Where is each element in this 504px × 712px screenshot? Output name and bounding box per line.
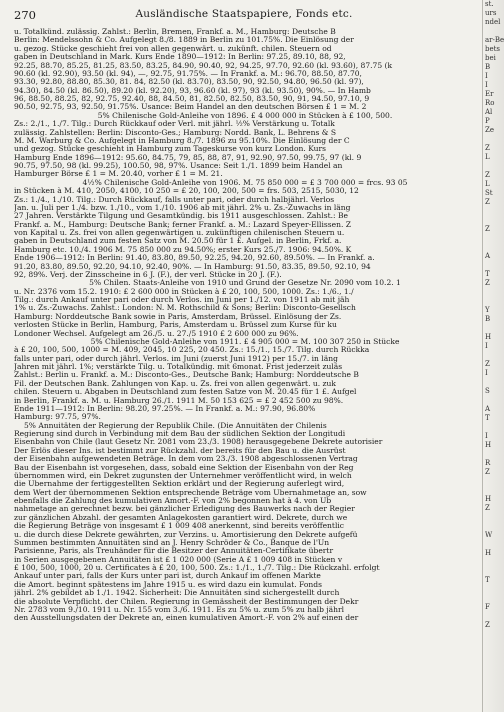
text-line: 5% Chilen. Staats-Anleihe von 1910 und Grund der Gesetze Nr. 2090 vom 10.2. 1 [89, 279, 401, 288]
edge-text-fragment [483, 261, 504, 270]
edge-text-fragment [483, 351, 504, 360]
edge-text-fragment: Z [485, 621, 490, 629]
text-line: 94.30), 84.50 (kl. 86.50), 89.20 (kl. 92.20), 93, 96.60 (kl. 97), 93 (kl. 93.50), 90%. — In Hamb [14, 86, 371, 95]
text-line: Summen bestimmten Annuitäten sind an J. Henry Schröder & Co., Banque de l'Un [14, 538, 330, 547]
text-line: zulässig. Zahlstellen: Berlin: Disconto-Ges.; Hamburg: Nordd. Bank, L. Behrens & S [14, 128, 337, 137]
text-line: 93.30, 92.80, 88.80, 85.30, 81. 84, 82.50 (kl. 83.70), 83.50, 90, 92.50, 94.80, 96.50 (kl. 97), [14, 78, 364, 87]
text-line: Hamburg etc. 10./4. 1906 M. 75 850 000 zu 94.50%; erster Kurs 25./7. 1906: 94.50%. K [14, 245, 352, 254]
edge-text-fragment [483, 378, 504, 387]
text-line: 90.60 (kl. 92.90), 93.50 (kl. 94), —, 92.75, 91.75%. — In Frankf. a. M.: 96.70, 88.50, 87.70, [14, 69, 362, 78]
edge-text-fragment: Z [485, 225, 490, 233]
edge-text-fragment [483, 522, 504, 531]
text-line: Bau der Eisenbahn ist vorgesehen, dass, sobald eine Sektion der Eisenbahn von der Reg [14, 463, 354, 472]
edge-text-fragment: I [485, 81, 488, 89]
text-line: Zs.: 2./1., 1./7. Tilg.: Durch Rückkauf oder Verl. mit jährl. ½% Verstärkung u. Totalk [14, 120, 335, 129]
edge-text-fragment: Al [485, 108, 493, 116]
text-line: Londoner Wechsel. Aufgelegt am 26./5. u. 27./5 1910 £ 2 600 000 zu 96%. [14, 329, 299, 338]
edge-text-fragment: St [485, 189, 493, 197]
text-line: der Eisenbahn aufgewendeten Beträge. In dem vom 23./3. 1908 abgeschlossenen Vertrag [14, 455, 358, 464]
text-line: ebenfalls die Zahlung des kumulativen Amort.-F. von 2% begonnen hat à 4. von Üb [14, 497, 332, 505]
text-line: Der Erlös dieser Ins. ist bestimmt zur Rückzahl. der bereits für den Bau u. die Ausrüst [14, 446, 346, 455]
edge-text-fragment: st. [485, 0, 494, 8]
edge-text-fragment: ndel [485, 18, 501, 26]
edge-text-fragment [483, 450, 504, 459]
text-line: den Ausstellungsdaten der Dekrete an, einen kumulativen Amort.-F. von 2% auf einen der [14, 614, 359, 623]
edge-text-fragment: I [485, 342, 488, 350]
text-line: Hamburg Ende 1896—1912: 95.60, 84.75, 79, 85, 88, 87, 91, 92.90, 97.50, 99.75, 97 (kl. 9 [14, 153, 362, 162]
edge-text-fragment [483, 612, 504, 621]
edge-text-fragment: L [485, 180, 490, 188]
edge-text-fragment [483, 396, 504, 405]
edge-text-fragment: Z [485, 504, 490, 512]
text-line: Hamburg: Norddeutsche Bank sowie in Paris, Amsterdam, Brüssel. Einlösung der Zs. [14, 312, 342, 321]
text-line: die absolute Verpflicht. der Chilen. Regierung in Gemässheit der Bestimmungen der Dekr [14, 597, 359, 606]
text-line: Regierung sind durch in Verbindung mit dem Bau der südlichen Sektion der Longitudi [14, 430, 346, 438]
edge-text-fragment: bets [485, 45, 501, 53]
text-line: Ende 1911—1912: In Berlin: 98.20, 97.25%. — In Frankf. a. M.: 97.90, 96.80% [14, 404, 316, 413]
adjacent-page-edge [482, 0, 504, 712]
text-line: Jahren mit jährl. 1%; verstärkte Tilg. u. Totalkündig. mit 6monat. Frist jederzeit zuläs [14, 363, 343, 371]
text-line: u. die durch diese Dekrete gewährten, zur Verzins. u. Amortisierung den Dekrete aufgefü [14, 530, 358, 539]
text-line: 90.75, 97.50, 98 (kl. 99.25), 100.50, 98, 97%. Usance: Seit 1./1. 1899 beim Handel an [14, 162, 343, 170]
text-line: 92, 89%. Verj. der Zinsscheine in 6 J. (F.), der verl. Stücke in 20 J. (F.). [14, 270, 282, 279]
text-line: u. Totalkünd. zulässig. Zahlst.: Berlin, Bremen, Frankf. a. M., Hamburg: Deutsche B [14, 28, 336, 36]
edge-text-fragment: F [485, 603, 490, 611]
text-line: 92.25, 88.70, 85.25, 81.25, 83.50, 83.25, 84.90, 90.40, 92, 94.25, 97.70, 92.60 (kl. 93.60), 87.75 (k [14, 61, 393, 70]
text-line: £ 100, 500, 1000, 20 u. Certificates à £ 20, 100, 500. Zs.: 1./1., 1./7. Tilg.: Die Rückzahl. erfolgt [14, 564, 380, 572]
page-body-text [14, 28, 476, 623]
text-line: 90.50, 92.75, 93, 92.50, 91.75%. Usance: Beim Handel an den deutschen Börsen £ 1 = M. 2 [14, 103, 367, 112]
text-line: Frankf. a. M., Hamburg: Deutsche Bank; ferner Frankf. a. M.: Lazard Speyer-Ellissen. Z [14, 220, 351, 229]
text-line: verlosten Stücke in Berlin, Hamburg, Paris, Amsterdam u. Brüssel zum Kurse für ku [14, 321, 337, 330]
text-line: die Amort. beginnt spätestens im Jahre 1915 u. es wird dazu ein kumulat. Fonds [14, 580, 322, 589]
edge-text-fragment: Z [485, 171, 490, 179]
text-line: in Serien ausgegebenen Annuitäten ist £ 1 020 000 (Serie A £ 1 009 408 in Stücken v [14, 555, 343, 564]
edge-text-fragment: Y [485, 306, 490, 314]
text-line: Jan. u. Juli per 1./4. bzw. 1./10., vom 1./10. 1906 ab mit jährl. 2% u. Zs.-Zuwachs in läng [14, 203, 351, 212]
text-line: Nr. 2783 vom 9./10. 1911 u. Nr. 155 vom 3./6. 1911. Es zu 5% u. zum 5% zu halb jährl [14, 605, 345, 614]
edge-text-fragment: I [485, 72, 488, 80]
edge-text-fragment: Er [485, 90, 494, 98]
edge-text-fragment [483, 513, 504, 522]
text-line: falls unter pari, oder durch jährl. Verlos. im Juni (zuerst Juni 1912) per 15./7. in läng [14, 354, 338, 363]
edge-text-fragment [483, 324, 504, 333]
edge-text-fragment [483, 594, 504, 603]
edge-text-fragment: T [485, 414, 490, 422]
edge-text-fragment [483, 288, 504, 297]
edge-text-fragment [483, 234, 504, 243]
text-line: die Regierung Beträge von insgesamt £ 1 009 408 anerkennt, sind bereits veröffentlic [14, 522, 345, 531]
edge-text-fragment [483, 297, 504, 306]
edge-text-fragment [483, 243, 504, 252]
edge-text-fragment [483, 27, 504, 36]
edge-text-fragment: H [485, 549, 492, 557]
text-line: gaben in Deutschland zum festen Satz von M. 20.50 für 1 £. Aufgel. in Berlin, Frkf. a. [14, 237, 342, 246]
edge-text-fragment: H [485, 495, 492, 503]
edge-text-fragment: L [485, 153, 490, 161]
text-line: à £ 20, 100, 500, 1000 = M. 409, 2045, 10 225, 20 450. Zs.: 15./1., 15./7. Tilg. durch Rückka [14, 346, 370, 355]
page-number: 270 [14, 8, 36, 22]
text-line: 27 Jahren. Verstärkte Tilgung und Gesamtkündig. bis 1911 ausgeschlossen. Zahlst.: Be [14, 212, 348, 221]
text-line: Zahlst.: Berlin u. Frankf. a. M.: Disconto-Ges., Deutsche Bank; Hamburg: Norddeutsche B [14, 371, 359, 380]
edge-text-fragment: Z [485, 144, 490, 152]
edge-text-fragment: Z [485, 360, 490, 368]
text-line: 91.20, 83.80, 89.50, 92.20, 94.10, 92.40, 90%. — In Hamburg: 91.50, 83.35, 89.50, 92.10, 94 [14, 262, 371, 271]
text-line: Ende 1906—1912: In Berlin: 91.40, 83.80, 89.50, 92.25, 94.20, 92.60, 89.50%. — In Frankf. a. [14, 254, 375, 263]
text-line: die Übernahme der fertiggestellten Sektion erklärt und der Regierung auferlegt wird, [14, 480, 345, 489]
edge-text-fragment [483, 630, 504, 639]
edge-text-fragment: I [485, 369, 488, 377]
edge-text-fragment: A [485, 405, 491, 413]
text-line: u. gezog. Stücke geschieht frei von allen gegenwärt. u. zukünft. chilen. Steuern od [14, 44, 332, 53]
edge-text-fragment: I [485, 432, 488, 440]
running-title: Ausländische Staatspapiere, Fonds etc. [135, 8, 353, 20]
text-line: 96, 88.50, 88.25, 82, 92.75, 92.40, 88, 84.50, 81, 82.50, 82.50, 83.50, 90, 91, 94.50, 97.10, 9 [14, 95, 370, 103]
text-line: dem Wert der übernommenen Sektion entsprechende Beträge vom Übernahmetage an, sow [14, 488, 367, 497]
text-line: 1% u. Zs.-Zuwachs. Zahlst.: London: N. M. Rothschild & Sons; Berlin: Disconto-Gesellsch [14, 304, 356, 313]
text-line: in Stücken à M. 410, 2050, 4100, 10 250 = £ 20, 100, 200, 500 = frs. 503, 2515, 5030, 12 [14, 187, 359, 196]
text-line: Tilg.: durch Ankauf unter pari oder durch Verlos. im Juni per 1./12. von 1911 ab mit jäh [14, 296, 350, 304]
text-line: 4½% Chilenische Gold-Anleihe von 1906. M. 75 850 000 = £ 3 700 000 = frcs. 93 05 [82, 178, 408, 187]
edge-text-fragment [483, 216, 504, 225]
edge-text-fragment: A [485, 252, 491, 260]
text-line: von Kapital u. Zs. frei von allen gegenwärtigen u. zukünftigen chilenischen Steuern u. [14, 229, 345, 237]
edge-text-fragment: S [485, 387, 490, 395]
text-line: Hamburger Börse £ 1 = M. 20.40, vorher £ 1 = M. 21. [14, 170, 223, 179]
text-line: Ankauf unter pari, falls der Kurs unter pari ist, durch Ankauf im offenen Markte [14, 572, 321, 581]
text-line: nahmetage an gerechnet bezw. bei gänzlicher Erledigung des Bauwerks nach der Regier [14, 505, 355, 514]
text-line: 5% Annuitäten der Regierung der Republik Chile. (Die Annuitäten der Chilenis [24, 421, 327, 430]
text-line: jährl. 2% gebildet ab 1./1. 1942. Sicherheit: Die Annuitäten sind sichergestellt durch [14, 589, 340, 598]
text-line: übernommen wird, ein Dekret zugunsten der Unternehmer veröffentlicht wird, in welch [14, 471, 352, 480]
text-line: M. M. Warburg & Co. Aufgelegt in Hamburg 8./7. 1896 zu 95.10%. Die Einlösung der C [14, 136, 350, 145]
text-line: chilen. Steuern u. Abgaben in Deutschland zum festen Satze von M. 20.45 für 1 £. Aufgel [14, 388, 357, 397]
edge-text-fragment: Z [485, 198, 490, 206]
text-line: 5% Chilenische Gold-Anleihe von 1896. £ 4 000 000 in Stücken à £ 100, 500. [97, 111, 393, 120]
edge-text-fragment [483, 207, 504, 216]
edge-text-fragment: H [485, 441, 492, 449]
edge-text-fragment: ar-Be [485, 36, 504, 44]
edge-text-fragment: P [485, 117, 490, 125]
edge-text-fragment [483, 423, 504, 432]
edge-text-fragment: W [485, 531, 493, 539]
edge-text-fragment: B [485, 63, 491, 71]
text-line: 5% Chilenische Gold-Anleihe von 1911. £ 4 905 000 = M. 100 307 250 in Stücke [90, 337, 400, 346]
edge-text-fragment: T [485, 270, 490, 278]
text-line: Parisienne, Paris, als Treuhänder für die Besitzer der Annuitäten-Certifikate übertr [14, 547, 334, 556]
edge-text-fragment: Ro [485, 99, 495, 107]
edge-text-fragment [483, 567, 504, 576]
text-line: u. Nr. 2376 vom 15.2. 1910: £ 2 600 000 in Stücken à £ 20, 100, 500, 1000. Zs.: 1./6., 1./ [14, 287, 354, 296]
text-line: und gezog. Stücke geschieht in Hamburg zum Tageskurse von kurz London. Kurs [14, 145, 327, 154]
edge-text-fragment: Z [485, 468, 490, 476]
edge-text-fragment [483, 540, 504, 549]
text-line: Eisenbahn von Chile (laut Gesetz Nr. 2081 vom 23./3. 1908) herausgegebene Dekrete autorisier [14, 438, 383, 447]
edge-text-fragment: Ze [485, 126, 495, 134]
edge-text-fragment [483, 477, 504, 486]
text-line: Zs.: 1./4., 1./10. Tilg.: Durch Rückkauf, falls unter pari, oder durch halbjährl. Verlos [14, 195, 335, 204]
text-line: Hamburg: 97.75, 97%. [14, 413, 101, 422]
edge-text-fragment: R [485, 459, 491, 467]
text-line: in Berlin, Frankf. a. M. u. Hamburg 26./1. 1911 M. 50 153 625 = £ 2 452 500 zu 98%. [14, 396, 344, 405]
edge-text-fragment [483, 585, 504, 594]
edge-text-fragment: T [485, 576, 490, 584]
edge-text-fragment [483, 135, 504, 144]
text-line: gaben in Deutschland in Mark. Kurs Ende 1890—1912: In Berlin: 97.25, 89.10, 88, 92, [14, 53, 346, 62]
edge-text-fragment: Z [485, 279, 490, 287]
edge-text-fragment [483, 162, 504, 171]
edge-text-fragment: bei [485, 54, 496, 62]
edge-text-fragment [483, 486, 504, 495]
edge-text-fragment: urs [485, 9, 497, 17]
edge-text-fragment: H [485, 333, 492, 341]
edge-text-fragment: B [485, 315, 491, 323]
text-line: zur gänzlichen Abzahl. der gesamten Anlagekosten garantiert wird. Dekrete, durch we [14, 513, 348, 522]
text-line: Berlin: Mendelssohn & Co. Aufgelegt 8./8. 1889 in Berlin zu 101.75%. Die Einlösung der [14, 36, 354, 45]
text-line: Fil. der Deutschen Bank. Zahlungen von Kap. u. Zs. frei von allen gegenwärt. u. zuk [14, 379, 336, 388]
page-header [14, 8, 474, 22]
edge-text-fragment [483, 558, 504, 567]
